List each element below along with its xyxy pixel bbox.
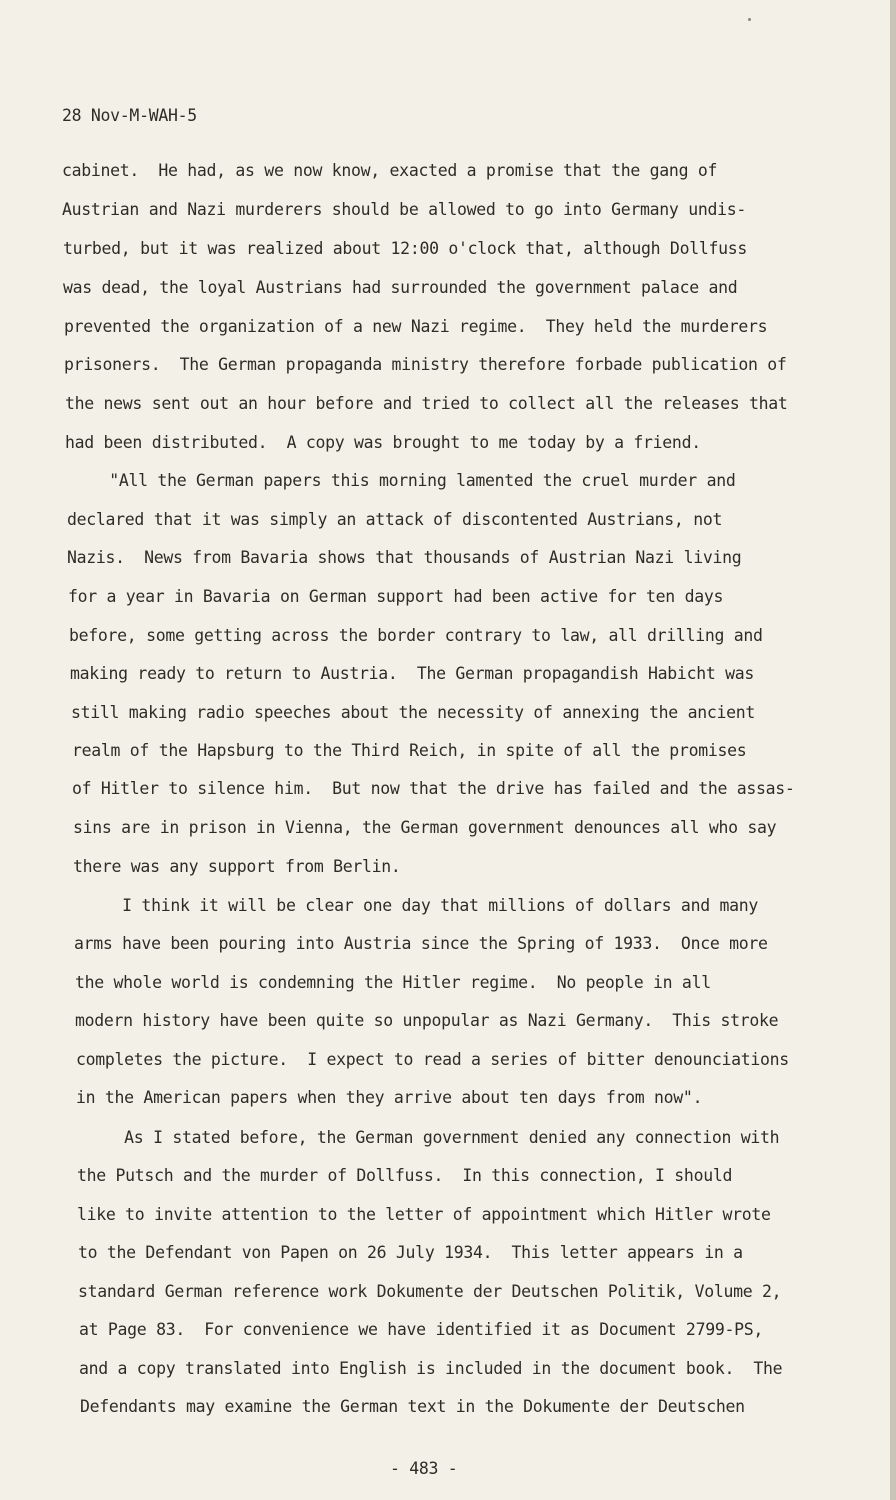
body-line: before, some getting across the border contrary to law, all drilling and [69, 626, 763, 645]
paper-speck [748, 18, 751, 21]
body-line: like to invite attention to the letter of appointment which Hitler wrote [77, 1205, 771, 1224]
body-line: for a year in Bavaria on German support had been active for ten days [68, 587, 724, 606]
body-line: turbed, but it was realized about 12:00 o'clock that, although Dollfuss [63, 239, 748, 258]
body-line: modern history have been quite so unpopular as Nazi Germany. This stroke [75, 1011, 779, 1030]
body-line: prisoners. The German propaganda ministry therefore forbade publication of [64, 355, 787, 374]
body-line: Austrian and Nazi murderers should be allowed to go into Germany undis- [62, 200, 747, 219]
body-line: standard German reference work Dokumente der Deutschen Politik, Volume 2, [78, 1282, 782, 1301]
body-line: the whole world is condemning the Hitler regime. No people in all [75, 973, 711, 992]
body-line: of Hitler to silence him. But now that the drive has failed and the assas- [72, 779, 795, 798]
body-line: I think it will be clear one day that millions of dollars and many [74, 896, 759, 915]
body-line: completes the picture. I expect to read a series of bitter denounciations [76, 1050, 789, 1069]
body-line: arms have been pouring into Austria since the Spring of 1933. Once more [74, 934, 768, 953]
body-line: realm of the Hapsburg to the Third Reich, in spite of all the promises [72, 741, 747, 760]
page-number: - 483 - [390, 1459, 458, 1478]
body-line: declared that it was simply an attack of discontented Austrians, not [67, 510, 723, 529]
body-line: had been distributed. A copy was brought to me today by a friend. [65, 433, 701, 452]
body-line: making ready to return to Austria. The German propagandish Habicht was [70, 664, 755, 683]
body-line: and a copy translated into English is included in the document book. The [79, 1359, 783, 1378]
body-line: "All the German papers this morning lamented the cruel murder and [90, 471, 736, 490]
body-line: there was any support from Berlin. [73, 857, 401, 876]
body-line: As I stated before, the German government denied any connection with [76, 1128, 780, 1147]
body-line: still making radio speeches about the necessity of annexing the ancient [71, 703, 756, 722]
body-line: in the American papers when they arrive about ten days from now". [76, 1088, 703, 1107]
body-line: sins are in prison in Vienna, the German government denounces all who say [73, 818, 777, 837]
body-line: the news sent out an hour before and tried to collect all the releases that [65, 394, 788, 413]
body-line: cabinet. He had, as we now know, exacted a promise that the gang of [62, 161, 718, 180]
body-line: the Putsch and the murder of Dollfuss. In this connection, I should [77, 1166, 733, 1185]
document-reference-header: 28 Nov-M-WAH-5 [62, 106, 197, 125]
body-line: at Page 83. For convenience we have identified it as Document 2799-PS, [79, 1320, 764, 1339]
body-line: to the Defendant von Papen on 26 July 1934. This letter appears in a [78, 1243, 743, 1262]
body-line: was dead, the loyal Austrians had surrounded the government palace and [63, 278, 738, 297]
body-line: Defendants may examine the German text in the Dokumente der Deutschen [80, 1397, 745, 1416]
body-line: prevented the organization of a new Nazi regime. They held the murderers [64, 317, 768, 336]
body-line: Nazis. News from Bavaria shows that thousands of Austrian Nazi living [67, 548, 742, 567]
